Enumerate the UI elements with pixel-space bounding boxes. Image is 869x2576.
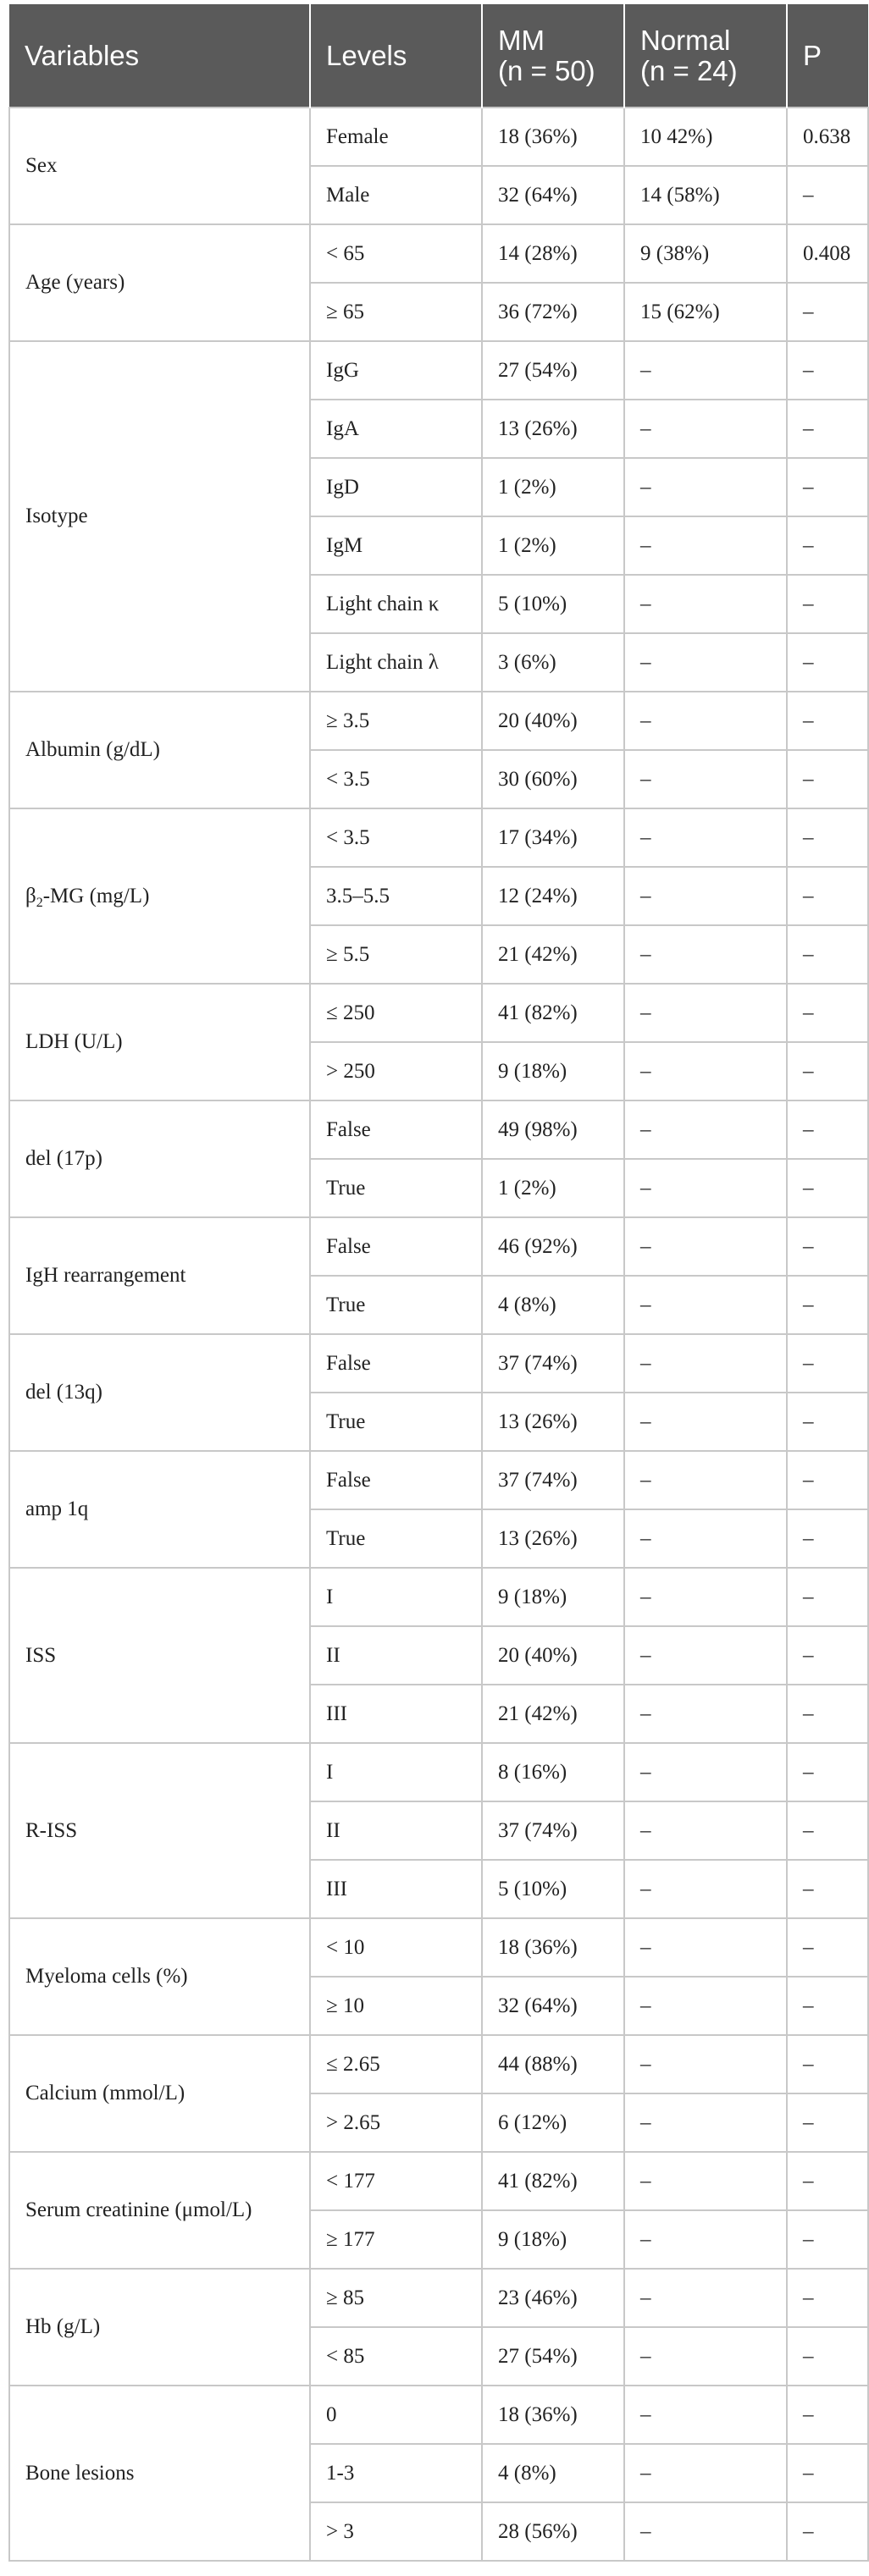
level-cell: ≥ 177 (310, 2210, 482, 2269)
level-cell: < 177 (310, 2152, 482, 2210)
mm-cell: 20 (40%) (482, 692, 624, 750)
mm-cell: 1 (2%) (482, 1159, 624, 1217)
mm-cell: 32 (64%) (482, 1977, 624, 2035)
normal-cell: – (624, 2327, 787, 2386)
table-row (9, 108, 868, 166)
variable-cell: Hb (g/L) (9, 2269, 310, 2386)
normal-cell: – (624, 2444, 787, 2502)
p-value-cell: – (787, 2093, 868, 2152)
p-value-cell: – (787, 1217, 868, 1276)
p-value-cell: – (787, 1626, 868, 1685)
p-value-cell: – (787, 750, 868, 808)
mm-cell: 28 (56%) (482, 2502, 624, 2561)
mm-cell: 27 (54%) (482, 341, 624, 400)
p-value-cell: – (787, 1743, 868, 1801)
variable-cell: LDH (U/L) (9, 984, 310, 1100)
header-normal (624, 4, 787, 108)
level-cell: 1-3 (310, 2444, 482, 2502)
p-value-cell: – (787, 1042, 868, 1100)
mm-cell: 5 (10%) (482, 1860, 624, 1918)
p-value-cell: – (787, 692, 868, 750)
mm-cell: 6 (12%) (482, 2093, 624, 2152)
normal-cell: – (624, 1217, 787, 1276)
header-variables: Variables (9, 4, 310, 108)
normal-cell: – (624, 633, 787, 692)
p-value-cell: – (787, 2269, 868, 2327)
level-cell: ≥ 10 (310, 1977, 482, 2035)
p-value-cell: – (787, 283, 868, 341)
header-normal-label: Normal (640, 24, 731, 56)
normal-cell: – (624, 1042, 787, 1100)
variable-cell: Albumin (g/dL) (9, 692, 310, 808)
p-value-cell: – (787, 984, 868, 1042)
level-cell: IgG (310, 341, 482, 400)
p-value-cell: – (787, 575, 868, 633)
level-cell: III (310, 1860, 482, 1918)
variable-cell: Isotype (9, 341, 310, 692)
table-row (9, 2035, 868, 2093)
p-value-cell: – (787, 633, 868, 692)
variable-cell: del (13q) (9, 1334, 310, 1451)
mm-cell: 9 (18%) (482, 2210, 624, 2269)
mm-cell: 14 (28%) (482, 224, 624, 283)
mm-cell: 1 (2%) (482, 516, 624, 575)
level-cell: Light chain λ (310, 633, 482, 692)
p-value-cell: – (787, 2444, 868, 2502)
normal-cell: – (624, 867, 787, 925)
level-cell: IgM (310, 516, 482, 575)
mm-cell: 4 (8%) (482, 2444, 624, 2502)
mm-cell: 41 (82%) (482, 984, 624, 1042)
mm-cell: 37 (74%) (482, 1451, 624, 1509)
header-p: P (787, 4, 868, 108)
normal-cell: – (624, 575, 787, 633)
mm-cell: 13 (26%) (482, 1509, 624, 1568)
variable-cell: del (17p) (9, 1100, 310, 1217)
p-value-cell: – (787, 1685, 868, 1743)
table-row (9, 1568, 868, 1626)
p-value-cell: – (787, 2035, 868, 2093)
normal-cell: – (624, 2269, 787, 2327)
p-value-cell: – (787, 1393, 868, 1451)
p-value-cell: – (787, 808, 868, 867)
p-value-cell: – (787, 2210, 868, 2269)
header-normal-count: (n = 24) (640, 54, 738, 86)
p-value-cell: – (787, 1276, 868, 1334)
normal-cell: – (624, 1801, 787, 1860)
table-row (9, 2152, 868, 2210)
normal-cell: 9 (38%) (624, 224, 787, 283)
normal-cell: – (624, 1860, 787, 1918)
normal-cell: – (624, 1509, 787, 1568)
level-cell: < 10 (310, 1918, 482, 1977)
level-cell: True (310, 1509, 482, 1568)
header-mm-count: (n = 50) (498, 54, 595, 86)
table-row (9, 1334, 868, 1393)
mm-cell: 23 (46%) (482, 2269, 624, 2327)
mm-cell: 32 (64%) (482, 166, 624, 224)
header-row (9, 4, 868, 108)
level-cell: ≤ 250 (310, 984, 482, 1042)
normal-cell: – (624, 458, 787, 516)
mm-cell: 4 (8%) (482, 1276, 624, 1334)
table-header (9, 4, 868, 108)
mm-cell: 17 (34%) (482, 808, 624, 867)
normal-cell: – (624, 1393, 787, 1451)
table-row (9, 692, 868, 750)
table-row (9, 1217, 868, 1276)
mm-cell: 44 (88%) (482, 2035, 624, 2093)
level-cell: False (310, 1451, 482, 1509)
variable-cell: amp 1q (9, 1451, 310, 1568)
normal-cell: – (624, 2035, 787, 2093)
level-cell: ≤ 2.65 (310, 2035, 482, 2093)
p-value-cell: – (787, 2152, 868, 2210)
level-cell: False (310, 1100, 482, 1159)
normal-cell: – (624, 400, 787, 458)
level-cell: < 65 (310, 224, 482, 283)
level-cell: ≥ 65 (310, 283, 482, 341)
normal-cell: 14 (58%) (624, 166, 787, 224)
variable-cell: Serum creatinine (μmol/L) (9, 2152, 310, 2269)
p-value-cell: – (787, 1977, 868, 2035)
mm-cell: 8 (16%) (482, 1743, 624, 1801)
variable-cell: $\beta_2-MG$ (mg/L) (9, 808, 310, 984)
mm-cell: 20 (40%) (482, 1626, 624, 1685)
table-row (9, 224, 868, 283)
level-cell: False (310, 1334, 482, 1393)
mm-cell: 49 (98%) (482, 1100, 624, 1159)
normal-cell: 15 (62%) (624, 283, 787, 341)
variable-cell: Bone lesions (9, 2386, 310, 2561)
variable-cell: Calcium (mmol/L) (9, 2035, 310, 2152)
header-mm-label: MM (498, 24, 545, 56)
mm-cell: 21 (42%) (482, 925, 624, 984)
p-value-cell: – (787, 1509, 868, 1568)
variable-cell: Sex (9, 108, 310, 224)
table-row (9, 1918, 868, 1977)
p-value-cell: – (787, 516, 868, 575)
p-value-cell: – (787, 2386, 868, 2444)
normal-cell: – (624, 1685, 787, 1743)
level-cell: < 85 (310, 2327, 482, 2386)
table-row (9, 808, 868, 867)
mm-cell: 18 (36%) (482, 108, 624, 166)
variable-cell: Myeloma cells (%) (9, 1918, 310, 2035)
normal-cell: – (624, 2502, 787, 2561)
level-cell: II (310, 1626, 482, 1685)
level-cell: I (310, 1568, 482, 1626)
normal-cell: – (624, 750, 787, 808)
p-value-cell: – (787, 1860, 868, 1918)
mm-cell: 27 (54%) (482, 2327, 624, 2386)
table-body (9, 108, 868, 2561)
level-cell: 3.5–5.5 (310, 867, 482, 925)
table-row (9, 984, 868, 1042)
level-cell: II (310, 1801, 482, 1860)
normal-cell: – (624, 984, 787, 1042)
mm-cell: 1 (2%) (482, 458, 624, 516)
table-row (9, 2269, 868, 2327)
p-value-cell: – (787, 341, 868, 400)
normal-cell: – (624, 1334, 787, 1393)
level-cell: I (310, 1743, 482, 1801)
p-value-cell: – (787, 166, 868, 224)
level-cell: ≥ 85 (310, 2269, 482, 2327)
table-row (9, 1743, 868, 1801)
normal-cell: – (624, 1568, 787, 1626)
characteristics-table (8, 4, 869, 2562)
level-cell: III (310, 1685, 482, 1743)
mm-cell: 5 (10%) (482, 575, 624, 633)
mm-cell: 18 (36%) (482, 2386, 624, 2444)
normal-cell: – (624, 1451, 787, 1509)
level-cell: ≥ 3.5 (310, 692, 482, 750)
normal-cell: – (624, 2152, 787, 2210)
mm-cell: 46 (92%) (482, 1217, 624, 1276)
normal-cell: – (624, 2386, 787, 2444)
variable-cell: Age (years) (9, 224, 310, 341)
table-row (9, 341, 868, 400)
table-row (9, 1100, 868, 1159)
header-mm (482, 4, 624, 108)
p-value-cell: – (787, 1451, 868, 1509)
level-cell: Male (310, 166, 482, 224)
p-value-cell: 0.408 (787, 224, 868, 283)
table-row (9, 2386, 868, 2444)
mm-cell: 3 (6%) (482, 633, 624, 692)
normal-cell: – (624, 1276, 787, 1334)
normal-cell: – (624, 1918, 787, 1977)
level-cell: 0 (310, 2386, 482, 2444)
p-value-cell: – (787, 1100, 868, 1159)
level-cell: IgD (310, 458, 482, 516)
p-value-cell: – (787, 925, 868, 984)
mm-cell: 41 (82%) (482, 2152, 624, 2210)
mm-cell: 30 (60%) (482, 750, 624, 808)
normal-cell: – (624, 1743, 787, 1801)
p-value-cell: – (787, 1334, 868, 1393)
level-cell: Female (310, 108, 482, 166)
header-levels: Levels (310, 4, 482, 108)
level-cell: False (310, 1217, 482, 1276)
mm-cell: 36 (72%) (482, 283, 624, 341)
normal-cell: – (624, 925, 787, 984)
normal-cell: – (624, 2093, 787, 2152)
table-row (9, 1451, 868, 1509)
normal-cell: – (624, 341, 787, 400)
mm-cell: 18 (36%) (482, 1918, 624, 1977)
p-value-cell: – (787, 458, 868, 516)
mm-cell: 21 (42%) (482, 1685, 624, 1743)
variable-cell: IgH rearrangement (9, 1217, 310, 1334)
normal-cell: – (624, 2210, 787, 2269)
level-cell: True (310, 1276, 482, 1334)
level-cell: < 3.5 (310, 750, 482, 808)
p-value-cell: – (787, 2327, 868, 2386)
variable-cell: ISS (9, 1568, 310, 1743)
level-cell: > 250 (310, 1042, 482, 1100)
level-cell: > 3 (310, 2502, 482, 2561)
normal-cell: – (624, 1159, 787, 1217)
p-value-cell: – (787, 2502, 868, 2561)
normal-cell: 10 42%) (624, 108, 787, 166)
p-value-cell: – (787, 1918, 868, 1977)
normal-cell: – (624, 1100, 787, 1159)
mm-cell: 9 (18%) (482, 1042, 624, 1100)
normal-cell: – (624, 1977, 787, 2035)
mm-cell: 37 (74%) (482, 1801, 624, 1860)
mm-cell: 37 (74%) (482, 1334, 624, 1393)
level-cell: > 2.65 (310, 2093, 482, 2152)
level-cell: Light chain κ (310, 575, 482, 633)
p-value-cell: – (787, 1801, 868, 1860)
mm-cell: 12 (24%) (482, 867, 624, 925)
normal-cell: – (624, 808, 787, 867)
p-value-cell: – (787, 1568, 868, 1626)
normal-cell: – (624, 516, 787, 575)
level-cell: IgA (310, 400, 482, 458)
normal-cell: – (624, 692, 787, 750)
p-value-cell: 0.638 (787, 108, 868, 166)
mm-cell: 13 (26%) (482, 400, 624, 458)
mm-cell: 9 (18%) (482, 1568, 624, 1626)
level-cell: True (310, 1159, 482, 1217)
mm-cell: 13 (26%) (482, 1393, 624, 1451)
p-value-cell: – (787, 400, 868, 458)
normal-cell: – (624, 1626, 787, 1685)
level-cell: True (310, 1393, 482, 1451)
p-value-cell: – (787, 1159, 868, 1217)
p-value-cell: – (787, 867, 868, 925)
variable-cell: R-ISS (9, 1743, 310, 1918)
level-cell: < 3.5 (310, 808, 482, 867)
level-cell: ≥ 5.5 (310, 925, 482, 984)
